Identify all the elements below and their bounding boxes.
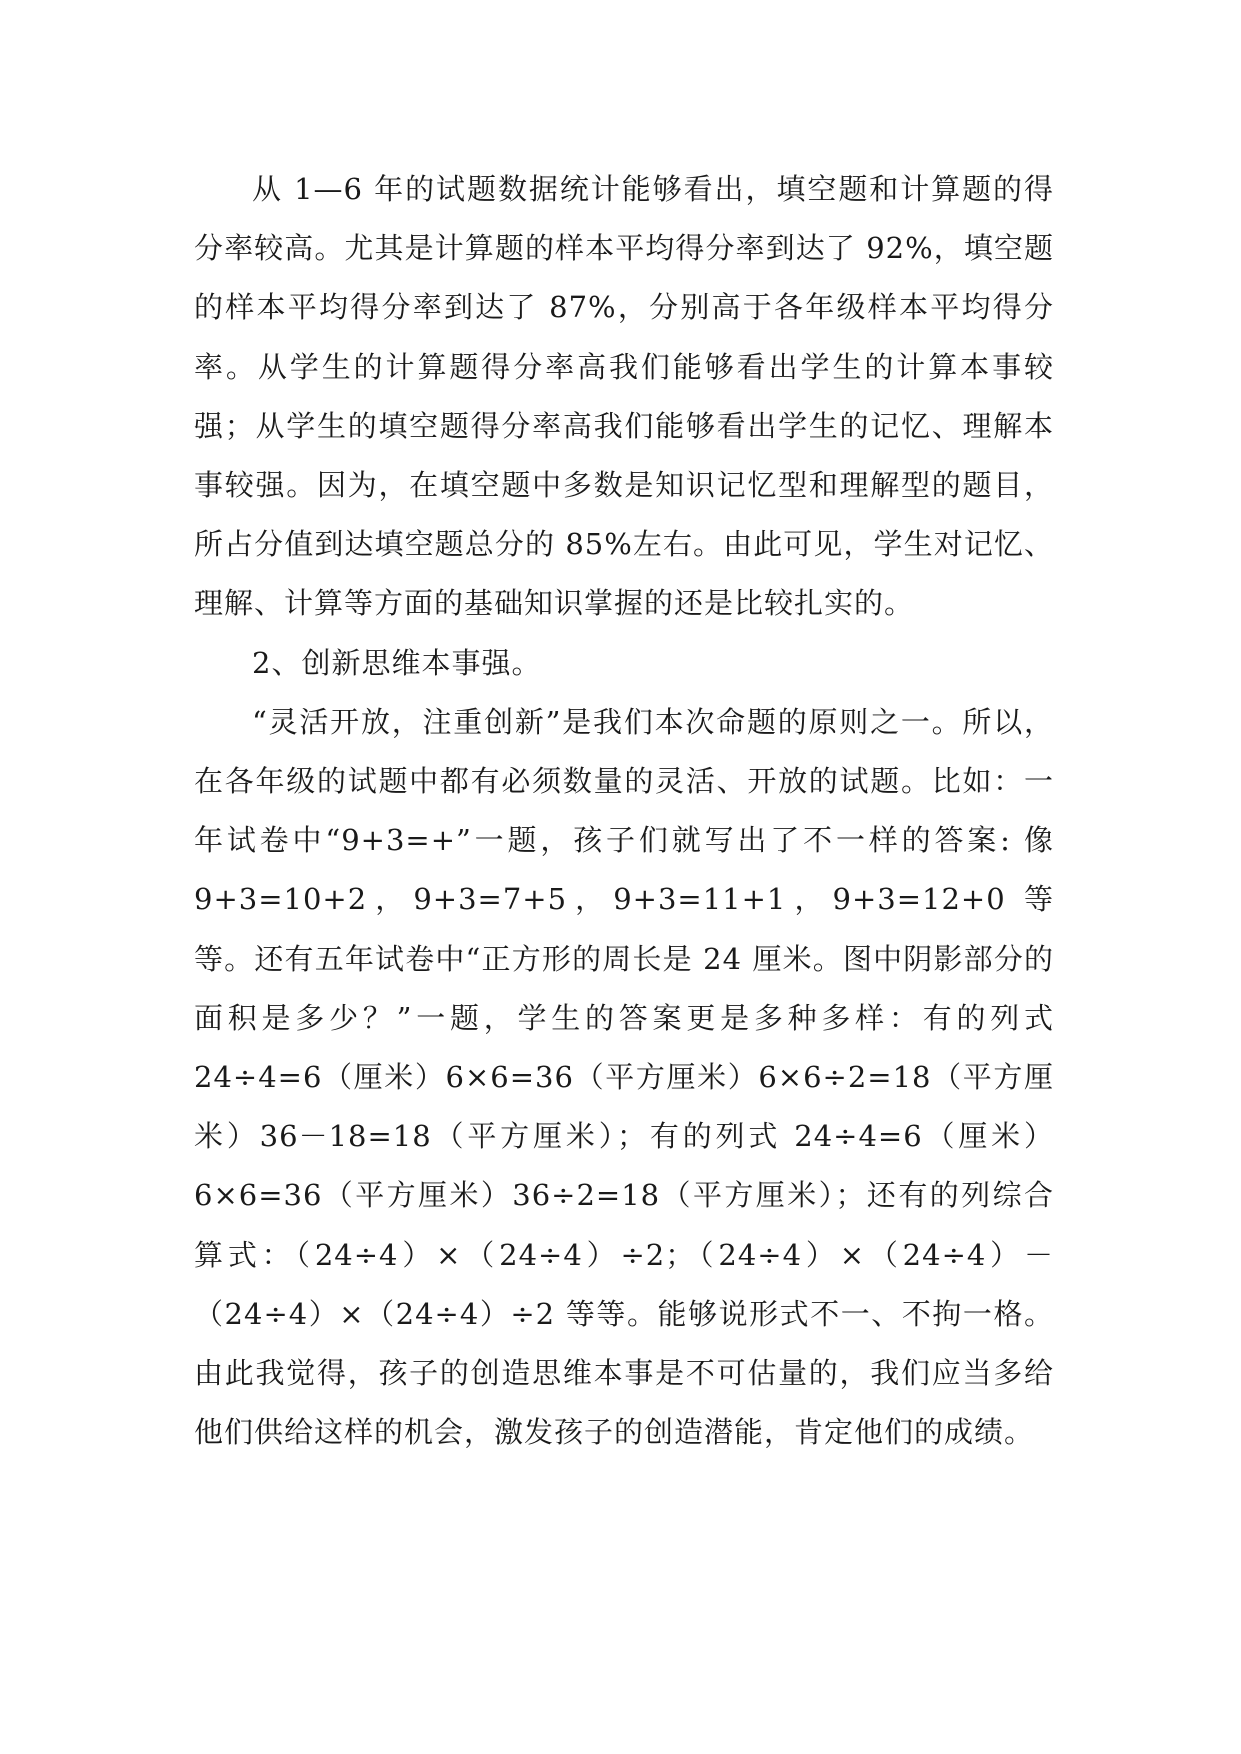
- paragraph-innovation: “灵活开放，注重创新”是我们本次命题的原则之一。所以，在各年级的试题中都有必须数量的灵活、开放的试题。比如：一年试卷中“9+3=+”一题，孩子们就写出了不一样的答案: 像 9+3=10+2，9+3=7+5，9+3=11+1，9+3=12+0 等等。还有五年试卷中“正方形的周长是 24 厘米。图中阴影部分的面积是多少？”一题，学生的答案更是多种多样：有的列式 24÷4=6（厘米）6×6=36（平方厘米）6×6÷2=18（平方厘米）36－18=18（平方厘米）；有的列式 24÷4=6（厘米）6×6=36（平方厘米）36÷2=18（平方厘米）；还有的列综合算式：（24÷4）×（24÷4）÷2；（24÷4）×（24÷4）－（24÷4）×（24÷4）÷2 等等。能够说形式不一、不拘一格。由此我觉得，孩子的创造思维本事是不可估量的，我们应当多给他们供给这样的机会，激发孩子的创造潜能，肯定他们的成绩。: [194, 704, 1054, 1450]
- paragraph-heading-innovation: 2、创新思维本事强。: [252, 645, 542, 680]
- document-body: [194, 160, 1054, 1462]
- paragraph-statistics: 从 1—6 年的试题数据统计能够看出，填空题和计算题的得分率较高。尤其是计算题的样本平均得分率到达了 92%，填空题的样本平均得分率到达了 87%，分别高于各年级样本平均得分率。从学生的计算题得分率高我们能够看出学生的计算本事较强；从学生的填空题得分率高我们能够看出学生的记忆、理解本事较强。因为，在填空题中多数是知识记忆型和理解型的题目，所占分值到达填空题总分的 85%左右。由此可见，学生对记忆、理解、计算等方面的基础知识掌握的还是比较扎实的。: [194, 172, 1054, 621]
